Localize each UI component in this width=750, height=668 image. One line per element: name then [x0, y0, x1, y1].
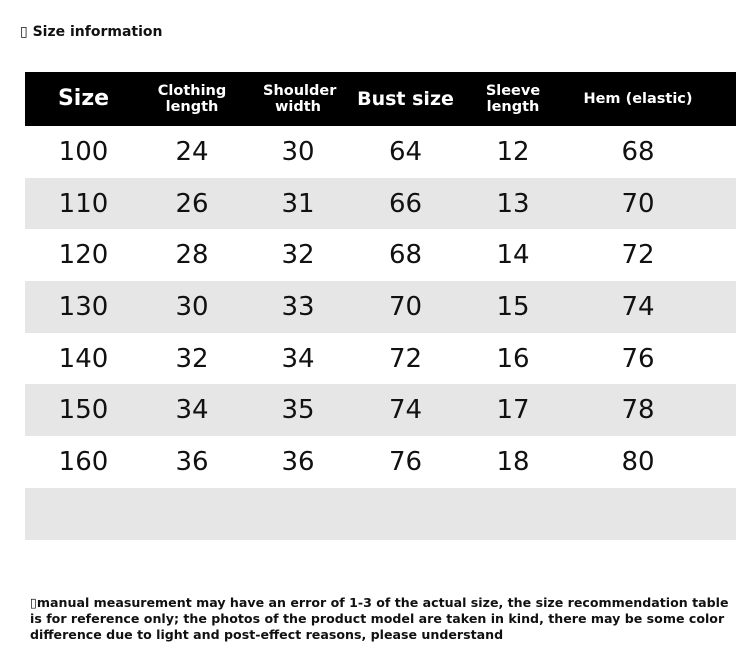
table-cell: 100 [58, 136, 109, 167]
table-row [25, 333, 736, 385]
table-cell: 14 [496, 240, 530, 271]
header-clothing-length [142, 83, 242, 115]
table-row [25, 178, 736, 230]
table-cell: 76 [388, 446, 423, 477]
header-clothing-length-label: Clothing length [157, 83, 227, 115]
table-cell: 18 [496, 446, 530, 477]
page-title: ▯ Size information [20, 24, 163, 40]
table-cell: 150 [58, 395, 109, 426]
header-shoulder-width [242, 83, 354, 115]
table-cell: 68 [621, 136, 655, 167]
header-size: Size [57, 86, 110, 111]
table-cell: 140 [58, 343, 109, 374]
table-cell: 26 [175, 188, 209, 219]
table-header [25, 72, 736, 126]
size-table [25, 72, 736, 540]
table-cell: 72 [621, 240, 655, 271]
table-cell: 30 [281, 136, 315, 167]
header-bust-size: Bust size [357, 88, 454, 110]
table-row [25, 126, 736, 178]
table-cell: 24 [175, 136, 209, 167]
table-row [25, 384, 736, 436]
table-cell: 64 [388, 136, 423, 167]
table-cell: 130 [58, 291, 109, 322]
table-cell: 30 [175, 291, 209, 322]
disclaimer-note: ▯manual measurement may have an error of 1-3 of the actual size, the size recommendation table is for reference only; the photos of the product model are taken in kind, there may be some color difference due to light and post-effect reasons, please understand [30, 595, 729, 642]
table-cell: 74 [621, 291, 655, 322]
table-row [25, 436, 736, 488]
table-cell: 68 [388, 240, 423, 271]
table-cell: 76 [621, 343, 655, 374]
table-cell: 31 [281, 188, 315, 219]
table-cell: 32 [281, 240, 315, 271]
table-cell: 17 [496, 395, 530, 426]
table-cell: 34 [175, 395, 209, 426]
table-cell: 33 [281, 291, 315, 322]
table-body [25, 126, 736, 488]
table-cell: 36 [175, 446, 209, 477]
table-row [25, 229, 736, 281]
table-empty-row [25, 488, 736, 540]
table-cell: 160 [58, 446, 109, 477]
table-cell: 74 [388, 395, 423, 426]
table-row [25, 281, 736, 333]
table-cell: 70 [388, 291, 423, 322]
header-sleeve-length [457, 83, 569, 115]
table-cell: 72 [388, 343, 423, 374]
table-cell: 35 [281, 395, 315, 426]
table-cell: 120 [58, 240, 109, 271]
table-cell: 32 [175, 343, 209, 374]
table-cell: 66 [388, 188, 423, 219]
table-cell: 36 [281, 446, 315, 477]
header-sleeve-length-label: Sleeve length [485, 83, 541, 115]
table-cell: 70 [621, 188, 655, 219]
table-cell: 16 [496, 343, 530, 374]
table-cell: 78 [621, 395, 655, 426]
table-cell: 15 [496, 291, 530, 322]
table-cell: 12 [496, 136, 530, 167]
header-shoulder-width-label: Shoulder width [263, 83, 337, 115]
table-cell: 13 [496, 188, 530, 219]
table-cell: 34 [281, 343, 315, 374]
table-cell: 28 [175, 240, 209, 271]
header-hem: Hem (elastic) [583, 91, 693, 107]
table-cell: 80 [621, 446, 655, 477]
table-cell: 110 [58, 188, 109, 219]
